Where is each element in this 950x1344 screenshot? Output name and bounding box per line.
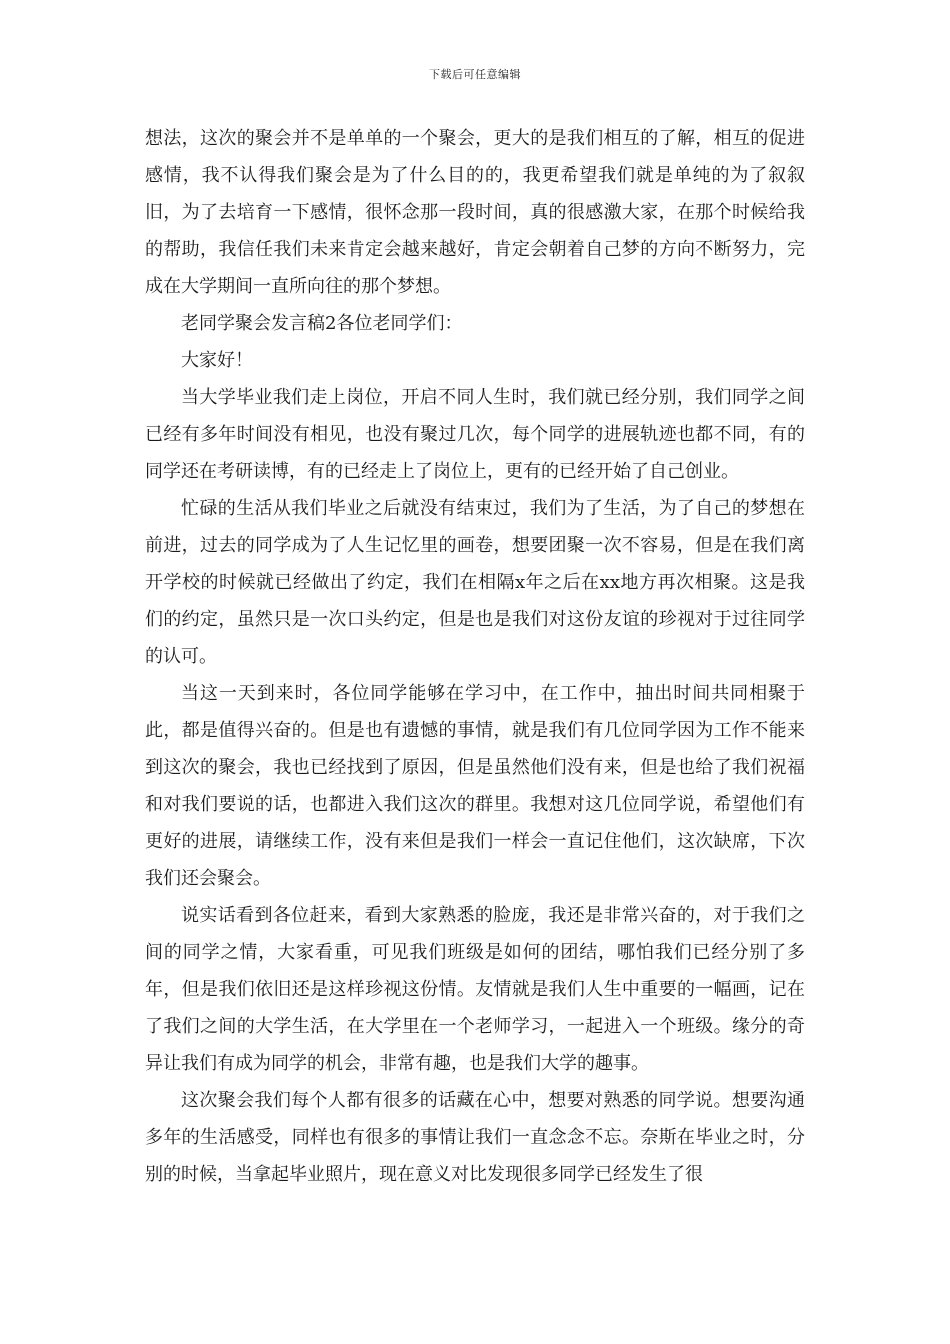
paragraph: 忙碌的生活从我们毕业之后就没有结束过，我们为了生活，为了自己的梦想在前进，过去的同学成为了人生记忆里的画卷，想要团聚一次不容易，但是在我们离开学校的时候就已经做出了约定，我们在相隔x年之后在xx地方再次相聚。这是我们的约定，虽然只是一次口头约定，但是也是我们对这份友谊的珍视对于过往同学的认可。 (145, 498, 805, 667)
greeting: 大家好！ (181, 350, 253, 371)
document-body (145, 120, 805, 1193)
paragraph: 当这一天到来时，各位同学能够在学习中，在工作中，抽出时间共同相聚于此，都是值得兴奋的。但是也有遗憾的事情，就是我们有几位同学因为工作不能来到这次的聚会，我也已经找到了原因，但是虽然他们没有来，但是也给了我们祝福和对我们要说的话，也都进入我们这次的群里。我想对这几位同学说，希望他们有更好的进展，请继续工作，没有来但是我们一样会一直记住他们，这次缺席，下次我们还会聚会。 (145, 683, 805, 889)
paragraph: 当大学毕业我们走上岗位，开启不同人生时，我们就已经分别，我们同学之间已经有多年时间没有相见，也没有聚过几次，每个同学的进展轨迹也都不同，有的同学还在考研读博，有的已经走上了岗位上，更有的已经开始了自己创业。 (145, 387, 805, 482)
page-header: 下载后可任意编辑 (429, 68, 521, 81)
speech-title: 老同学聚会发言稿2各位老同学们： (181, 313, 463, 334)
paragraph: 说实话看到各位赶来，看到大家熟悉的脸庞，我还是非常兴奋的，对于我们之间的同学之情，大家看重，可见我们班级是如何的团结，哪怕我们已经分别了多年，但是我们依旧还是这样珍视这份情。友情就是我们人生中重要的一幅画，记在了我们之间的大学生活，在大学里在一个老师学习，一起进入一个班级。缘分的奇异让我们有成为同学的机会，非常有趣，也是我们大学的趣事。 (145, 905, 805, 1074)
paragraph-continued: 想法，这次的聚会并不是单单的一个聚会，更大的是我们相互的了解，相互的促进感情，我不认得我们聚会是为了什么目的的，我更希望我们就是单纯的为了叙叙旧，为了去培育一下感情，很怀念那一段时间，真的很感激大家，在那个时候给我的帮助，我信任我们未来肯定会越来越好，肯定会朝着自己梦的方向不断努力，完成在大学期间一直所向往的那个梦想。 (145, 128, 805, 297)
paragraph: 这次聚会我们每个人都有很多的话藏在心中，想要对熟悉的同学说。想要沟通多年的生活感受，同样也有很多的事情让我们一直念念不忘。奈斯在毕业之时，分别的时候，当拿起毕业照片，现在意义对比发现很多同学已经发生了很 (145, 1090, 805, 1185)
